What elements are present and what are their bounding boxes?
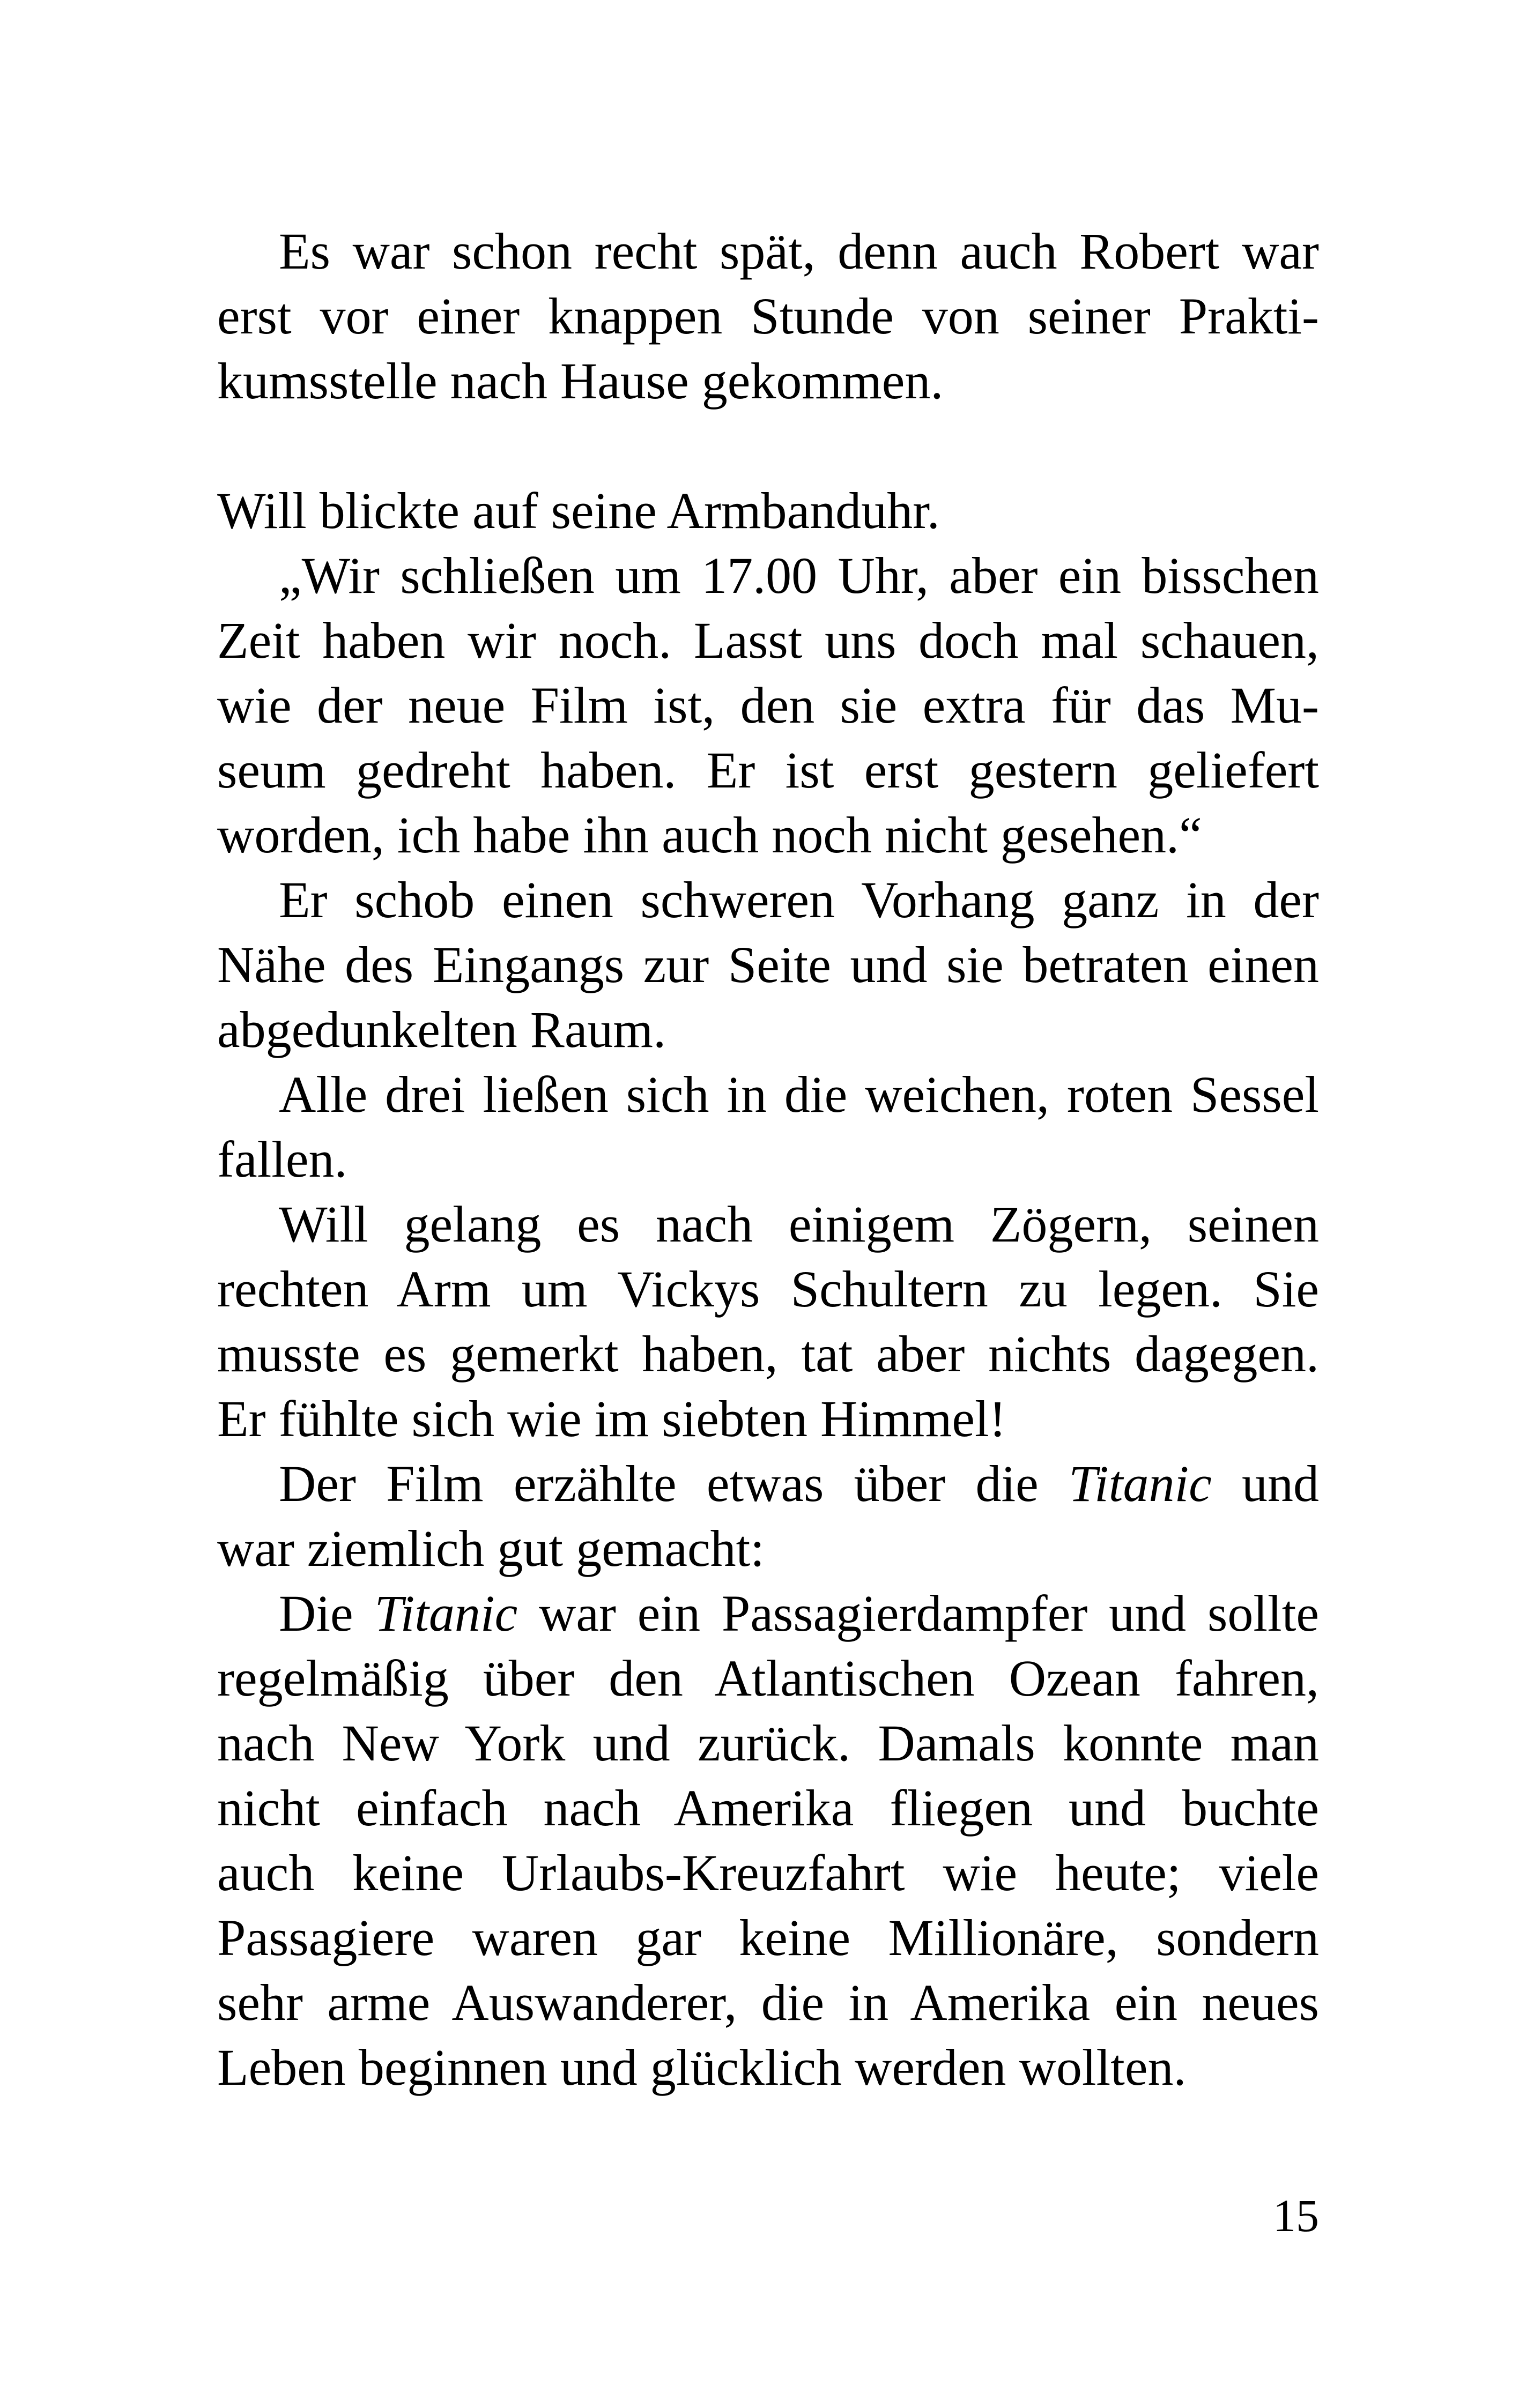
text-segment: Leben beginnen und glücklich werden wollten.: [217, 2039, 1187, 2096]
text-line: [217, 478, 1319, 543]
text-segment: „Wir schließen um 17.00 Uhr, aber ein bisschen: [279, 547, 1319, 604]
text-segment: Passagiere waren gar keine Millionäre, sondern: [217, 1909, 1319, 1966]
text-segment: Es war schon recht spät, denn auch Robert war: [279, 222, 1319, 280]
text-segment: abgedunkelten Raum.: [217, 1001, 666, 1058]
text-line: [217, 1970, 1319, 2035]
text-segment: Der Film erzählte etwas über die: [279, 1455, 1069, 1512]
text-segment: rechten Arm um Vickys Schultern zu legen. Sie: [217, 1260, 1319, 1318]
text-line: [217, 1257, 1319, 1321]
text-segment: fallen.: [217, 1131, 347, 1188]
book-title-italic: Titanic: [1069, 1455, 1212, 1512]
text-segment: auch keine Urlaubs-Kreuzfahrt wie heute; viele: [217, 1844, 1319, 1901]
book-title-italic: Titanic: [374, 1585, 518, 1642]
text-segment: nach New York und zurück. Damals konnte man: [217, 1714, 1319, 1772]
text-segment: Alle drei ließen sich in die weichen, roten Sessel: [279, 1066, 1319, 1123]
text-segment: war ziemlich gut gemacht:: [217, 1520, 765, 1577]
text-line: [217, 1192, 1319, 1257]
text-segment: nicht einfach nach Amerika fliegen und buchte: [217, 1779, 1319, 1837]
text-line: [217, 932, 1319, 997]
text-segment: seum gedreht haben. Er ist erst gestern geliefert: [217, 741, 1319, 799]
text-line: [217, 543, 1319, 608]
text-line: [217, 1711, 1319, 1775]
text-segment: kumsstelle nach Hause gekommen.: [217, 352, 944, 410]
text-segment: erst vor einer knappen Stunde von seiner Prakti-: [217, 287, 1319, 345]
text-segment: Zeit haben wir noch. Lasst uns doch mal schauen,: [217, 612, 1319, 669]
body-text: [217, 219, 1319, 2100]
text-line: [217, 1127, 1319, 1192]
text-line: [217, 1905, 1319, 1970]
text-segment: worden, ich habe ihn auch noch nicht gesehen.“: [217, 806, 1202, 864]
text-segment: Er schob einen schweren Vorhang ganz in der: [279, 871, 1319, 928]
text-segment: sehr arme Auswanderer, die in Amerika ein neues: [217, 1974, 1319, 2031]
text-line: [217, 997, 1319, 1062]
text-line: [217, 2035, 1319, 2100]
text-line: [217, 738, 1319, 802]
text-segment: und: [1211, 1455, 1320, 1512]
text-segment: regelmäßig über den Atlantischen Ozean fahren,: [217, 1649, 1319, 1707]
text-line: [217, 867, 1319, 932]
page-number: 15: [1273, 2190, 1319, 2241]
text-line: [217, 1062, 1319, 1127]
text-segment: musste es gemerkt haben, tat aber nichts dagegen.: [217, 1325, 1319, 1383]
text-segment: Will gelang es nach einigem Zögern, seinen: [279, 1195, 1319, 1253]
text-line: [217, 1840, 1319, 1905]
text-line: [217, 673, 1319, 738]
text-segment: Die: [279, 1585, 375, 1642]
text-line: [217, 1646, 1319, 1711]
text-line: [217, 1321, 1319, 1386]
text-segment: Will blickte auf seine Armbanduhr.: [217, 482, 940, 539]
text-line: [217, 1451, 1319, 1516]
text-segment: war ein Passagierdampfer und sollte: [517, 1585, 1320, 1642]
text-line: [217, 1516, 1319, 1581]
text-line: [217, 608, 1319, 673]
text-line: [217, 1386, 1319, 1451]
text-line: [217, 219, 1319, 284]
text-segment: Nähe des Eingangs zur Seite und sie betraten einen: [217, 936, 1319, 993]
blank-line: [217, 413, 1319, 478]
text-line: [217, 348, 1319, 413]
text-line: [217, 1581, 1319, 1646]
text-segment: wie der neue Film ist, den sie extra für das Mu-: [217, 677, 1319, 734]
text-line: [217, 802, 1319, 867]
text-segment: Er fühlte sich wie im siebten Himmel!: [217, 1390, 1006, 1447]
text-line: [217, 284, 1319, 348]
text-line: [217, 1775, 1319, 1840]
